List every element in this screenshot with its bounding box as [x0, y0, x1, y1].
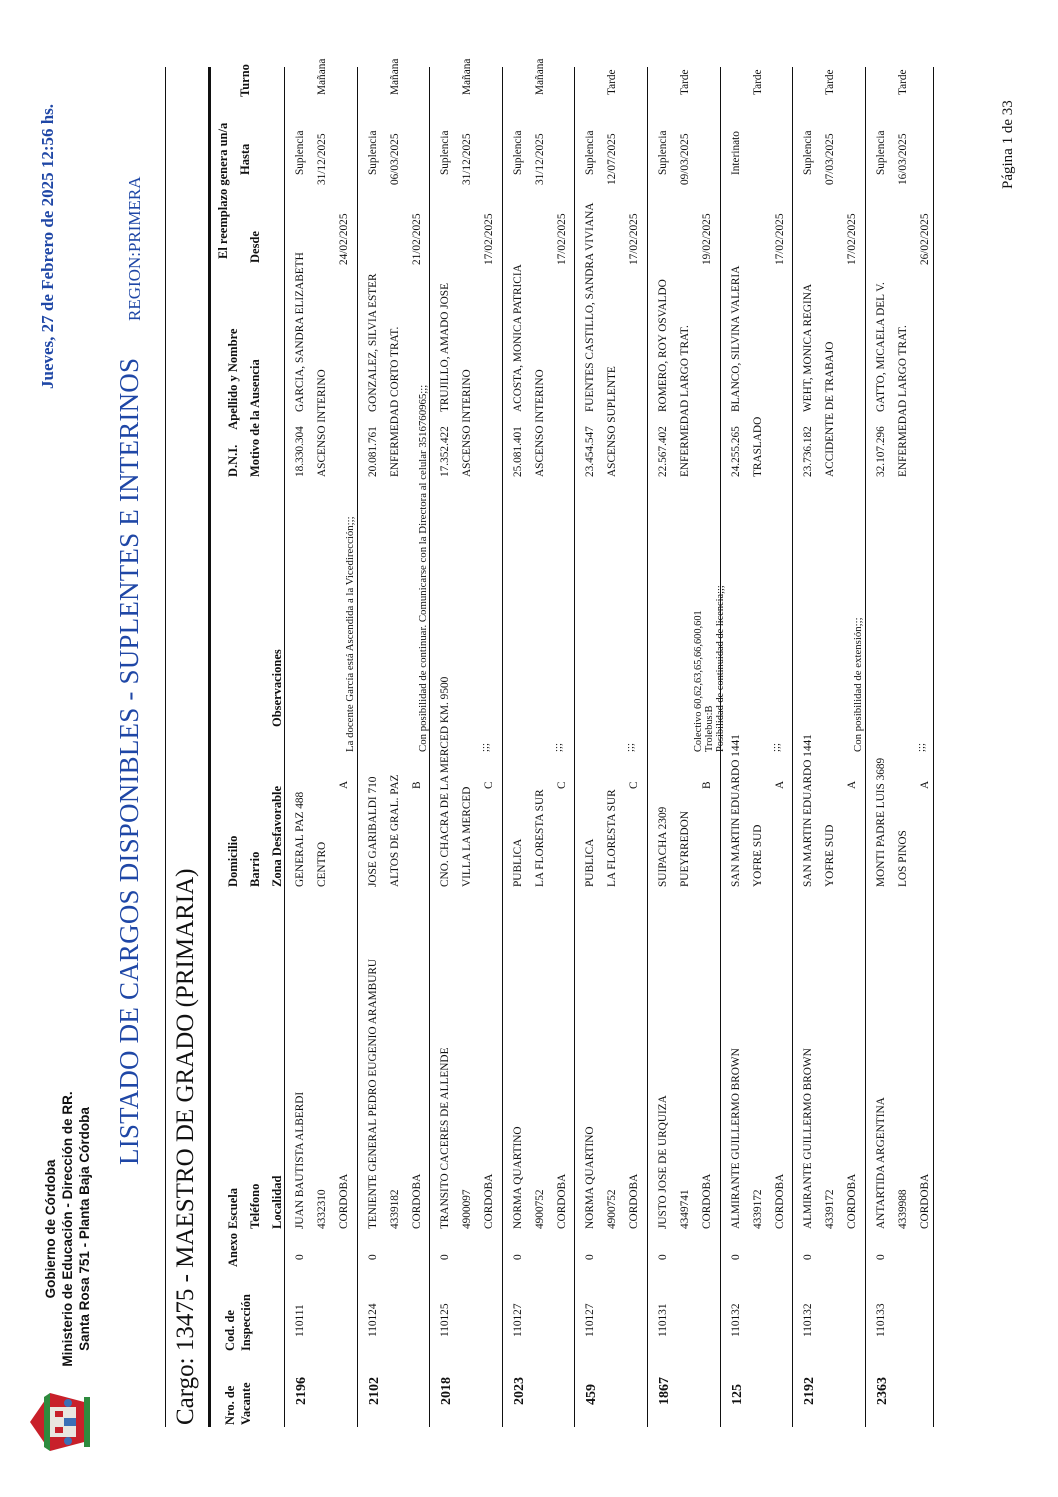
table-row	[800, 0, 873, 1497]
barrio: LA FLORESTA SUR	[606, 789, 619, 887]
observacion: Trolebus:B	[704, 705, 715, 752]
row-divider	[502, 67, 503, 1427]
dni: 18.330.304	[294, 426, 306, 477]
motivo-ausencia: ASCENSO INTERINO	[461, 369, 474, 477]
fecha-desde: 17/02/2025	[628, 213, 641, 265]
motivo-ausencia: ENFERMEDAD LARGO TRAT.	[679, 325, 691, 477]
tipo-reemplazo: Suplencia	[802, 130, 815, 175]
col-header-escuela: Escuela Teléfono Localidad	[226, 1175, 284, 1229]
zona-desfavorable: C	[483, 781, 496, 789]
table-row	[437, 0, 510, 1497]
table-row	[655, 0, 728, 1497]
fecha-desde: 17/02/2025	[846, 213, 859, 265]
escuela-phone: 4900752	[533, 1189, 546, 1229]
escuela-localidad: CORDOBA	[555, 1173, 568, 1229]
tipo-reemplazo: Suplencia	[511, 130, 524, 175]
table-row	[510, 0, 583, 1497]
region-label: REGION:PRIMERA	[125, 176, 144, 321]
col-header-reemplazo: El reemplazo genera un/a	[216, 122, 230, 259]
gov-line-1: Gobierno de Córdoba	[43, 1159, 58, 1299]
zona-desfavorable: A	[773, 780, 786, 789]
escuela-name: TENIENTE GENERAL PEDRO EUGENIO ARAMBURU	[366, 958, 379, 1229]
escuela-phone: 4349741	[679, 1189, 691, 1229]
turno: Tarde	[751, 69, 764, 95]
vacante-number: 2018	[439, 1377, 455, 1405]
cod-inspeccion: 110127	[511, 1303, 524, 1337]
escuela-phone: 4339988	[896, 1189, 909, 1229]
zona-desfavorable: C	[555, 781, 568, 789]
table-row	[292, 0, 365, 1497]
fecha-hasta: 12/07/2025	[606, 133, 619, 185]
row-divider	[647, 67, 648, 1427]
col-header-observaciones: Observaciones	[270, 649, 284, 727]
observacion: ;;;	[624, 743, 637, 752]
zona-desfavorable: B	[410, 781, 423, 789]
apellido-nombre: TRUJILLO, AMADO JOSE	[439, 283, 452, 412]
barrio: PUEYRREDON	[679, 811, 691, 887]
col-header-turno: Turno	[238, 64, 252, 97]
vacante-number: 459	[584, 1384, 600, 1405]
row-divider	[865, 67, 866, 1427]
observacion: ;;;	[769, 743, 782, 752]
col-header-persona: D.N.I. Apellido y Nombre Motivo de la Ausencia	[226, 328, 262, 477]
fecha-desde: 17/02/2025	[483, 213, 496, 265]
observacion: Colectivo 60,62,63,65,66,600,601	[693, 610, 704, 752]
dni: 17.352.422	[439, 426, 452, 477]
observacion: Posibilidad de continuidad de licencia;;;	[715, 585, 726, 752]
col-header-hasta: Hasta	[238, 143, 252, 175]
cod-inspeccion: 110132	[802, 1303, 815, 1337]
table-row	[873, 0, 946, 1497]
domicilio: PUBLICA	[584, 838, 597, 887]
col-header-domicilio: Domicilio Barrio Zona Desfavorable	[226, 785, 284, 887]
escuela-name: NORMA QUARTINO	[511, 1126, 524, 1229]
observacion: ;;;	[551, 743, 564, 752]
vacante-number: 2023	[511, 1377, 527, 1405]
apellido-nombre: GATTO, MICAELA DEL V.	[874, 282, 887, 412]
row-divider	[429, 67, 430, 1427]
row-divider	[284, 67, 285, 1427]
observacion: ;;;	[479, 743, 492, 752]
turno: Tarde	[679, 69, 691, 95]
divider-cargo	[208, 67, 211, 1427]
escuela-localidad: CORDOBA	[483, 1173, 496, 1229]
domicilio: JOSE GARIBALDI 710	[366, 776, 379, 887]
fecha-hasta: 16/03/2025	[896, 133, 909, 185]
escuela-localidad: CORDOBA	[338, 1173, 350, 1229]
cod-inspeccion: 110127	[584, 1303, 597, 1337]
fecha-hasta: 31/12/2025	[316, 133, 328, 185]
cod-inspeccion: 110111	[294, 1304, 306, 1337]
dni: 24.255.265	[729, 426, 742, 477]
escuela-localidad: CORDOBA	[846, 1173, 859, 1229]
turno: Tarde	[824, 69, 837, 95]
page-number: Página 1 de 33	[1000, 100, 1016, 189]
zona-desfavorable: A	[918, 780, 931, 789]
cod-inspeccion: 110124	[366, 1303, 379, 1337]
cod-inspeccion: 110131	[657, 1303, 669, 1337]
cargo-title: Cargo: 13475 - MAESTRO DE GRADO (PRIMARIA)	[172, 868, 199, 1425]
vacante-number: 2102	[366, 1377, 382, 1405]
apellido-nombre: GARCIA, SANDRA ELIZABETH	[294, 252, 306, 412]
fecha-desde: 17/02/2025	[773, 213, 786, 265]
vacante-number: 1867	[657, 1377, 672, 1405]
escuela-phone: 4339172	[824, 1189, 837, 1229]
barrio: ALTOS DE GRAL. PAZ	[388, 774, 401, 887]
apellido-nombre: ROMERO, ROY OSVALDO	[657, 279, 669, 412]
zona-desfavorable: C	[628, 781, 641, 789]
fecha-desde: 17/02/2025	[555, 213, 568, 265]
vacante-number: 2196	[294, 1377, 309, 1405]
escuela-name: ALMIRANTE GUILLERMO BROWN	[729, 1048, 742, 1229]
escuela-name: JUSTO JOSE DE URQUIZA	[657, 1095, 669, 1229]
barrio: YOFRE SUD	[751, 824, 764, 887]
vacante-number: 2192	[802, 1377, 818, 1405]
apellido-nombre: ACOSTA, MONICA PATRICIA	[511, 264, 524, 412]
fecha-desde: 26/02/2025	[918, 213, 931, 265]
anexo: 0	[294, 1254, 306, 1260]
escuela-name: ALMIRANTE GUILLERMO BROWN	[802, 1048, 815, 1229]
motivo-ausencia: ENFERMEDAD LARGO TRAT.	[896, 325, 909, 477]
turno: Mañana	[461, 58, 474, 95]
anexo: 0	[366, 1254, 379, 1260]
dni: 22.567.402	[657, 426, 669, 477]
escuela-localidad: CORDOBA	[773, 1173, 786, 1229]
escuela-localidad: CORDOBA	[410, 1173, 423, 1229]
row-divider	[720, 67, 721, 1427]
barrio: CENTRO	[316, 841, 328, 887]
escuela-name: TRANSITO CACERES DE ALLENDE	[439, 1047, 452, 1229]
anexo: 0	[802, 1254, 815, 1260]
escuela-phone: 4900097	[461, 1189, 474, 1229]
vacante-number: 2363	[874, 1377, 890, 1405]
fecha-hasta: 09/03/2025	[679, 133, 691, 185]
domicilio: GENERAL PAZ 488	[294, 791, 306, 887]
escuela-name: JUAN BAUTISTA ALBERDI	[294, 1091, 306, 1229]
observacion: La docente García está Ascendida a la Vicedirección;;;	[344, 516, 356, 752]
turno: Tarde	[606, 69, 619, 95]
apellido-nombre: BLANCO, SILVINA VALERIA	[729, 265, 742, 412]
report-date: Jueves, 27 de Febrero de 2025 12:56 hs.	[38, 103, 57, 389]
table-row	[582, 0, 655, 1497]
barrio: LA FLORESTA SUR	[533, 789, 546, 887]
domicilio: CNO. CHACRA DE LA MERCED KM. 9500	[439, 676, 452, 887]
motivo-ausencia: TRASLADO	[751, 416, 764, 477]
escuela-phone: 4332310	[316, 1189, 328, 1229]
fecha-hasta: 31/12/2025	[533, 133, 546, 185]
cod-inspeccion: 110133	[874, 1303, 887, 1337]
barrio: VILLA LA MERCED	[461, 786, 474, 887]
escuela-name: ANTARTIDA ARGENTINA	[874, 1097, 887, 1229]
cod-inspeccion: 110125	[439, 1303, 452, 1337]
row-divider	[357, 67, 358, 1427]
zona-desfavorable: B	[701, 781, 713, 789]
motivo-ausencia: ASCENSO INTERINO	[316, 369, 328, 477]
observacion: ;;;	[914, 743, 927, 752]
table-row	[728, 0, 801, 1497]
row-divider-bottom	[933, 67, 934, 1427]
barrio: YOFRE SUD	[824, 824, 837, 887]
escuela-name: NORMA QUARTINO	[584, 1126, 597, 1229]
anexo: 0	[439, 1254, 452, 1260]
zona-desfavorable: A	[846, 780, 859, 789]
motivo-ausencia: ACCIDENTE DE TRABAJO	[824, 341, 837, 477]
domicilio: SAN MARTIN EDUARDO 1441	[729, 734, 742, 887]
fecha-hasta: 07/03/2025	[824, 133, 837, 185]
vacante-number: 125	[729, 1384, 745, 1405]
motivo-ausencia: ENFERMEDAD CORTO TRAT.	[388, 326, 401, 477]
dni: 25.081.401	[511, 426, 524, 477]
fecha-hasta: 31/12/2025	[461, 133, 474, 185]
escuela-localidad: CORDOBA	[918, 1173, 931, 1229]
gov-line-2: Ministerio de Educación - Dirección de RR.	[60, 1091, 75, 1367]
row-divider	[792, 67, 793, 1427]
tipo-reemplazo: Suplencia	[657, 130, 669, 175]
domicilio: PUBLICA	[511, 838, 524, 887]
turno: Mañana	[388, 58, 401, 95]
dni: 23.736.182	[802, 426, 815, 477]
gov-line-3: Santa Rosa 751 - Planta Baja Córdoba	[77, 1107, 92, 1351]
divider-top	[165, 67, 166, 1427]
dni: 23.454.547	[584, 426, 597, 477]
tipo-reemplazo: Suplencia	[294, 130, 306, 175]
col-header-vacante: Nro. de Vacante	[223, 1382, 253, 1425]
zona-desfavorable: A	[338, 780, 350, 789]
anexo: 0	[874, 1254, 887, 1260]
domicilio: SUIPACHA 2309	[657, 806, 669, 887]
tipo-reemplazo: Suplencia	[366, 130, 379, 175]
domicilio: MONTI PADRE LUIS 3689	[874, 757, 887, 887]
anexo: 0	[584, 1254, 597, 1260]
domicilio: SAN MARTIN EDUARDO 1441	[802, 734, 815, 887]
turno: Mañana	[316, 58, 328, 95]
escuela-localidad: CORDOBA	[701, 1173, 713, 1229]
apellido-nombre: FUENTES CASTILLO, SANDRA VIVIANA	[584, 202, 597, 412]
motivo-ausencia: ASCENSO SUPLENTE	[606, 366, 619, 477]
observacion: Con posibilidad de continuar. Comunicarse con la Directora al celular 3516760965;;;	[416, 384, 429, 752]
apellido-nombre: WEHT, MONICA REGINA	[802, 283, 815, 412]
anexo: 0	[657, 1254, 669, 1260]
cod-inspeccion: 110132	[729, 1303, 742, 1337]
escuela-phone: 4900752	[606, 1189, 619, 1229]
tipo-reemplazo: Suplencia	[439, 130, 452, 175]
row-divider	[574, 67, 575, 1427]
fecha-hasta: 06/03/2025	[388, 133, 401, 185]
government-header	[42, 1069, 93, 1389]
cordoba-crest-logo	[28, 1389, 94, 1455]
dni: 32.107.296	[874, 426, 887, 477]
tipo-reemplazo: Suplencia	[584, 130, 597, 175]
dni: 20.081.761	[366, 426, 379, 477]
escuela-localidad: CORDOBA	[628, 1173, 641, 1229]
turno: Mañana	[533, 58, 546, 95]
col-header-anexo: Anexo	[226, 1232, 240, 1267]
fecha-desde: 19/02/2025	[701, 213, 713, 265]
escuela-phone: 4339172	[751, 1189, 764, 1229]
escuela-phone: 4339182	[388, 1189, 401, 1229]
tipo-reemplazo: Interinato	[729, 131, 742, 175]
report-title: LISTADO DE CARGOS DISPONIBLES - SUPLENTES E INTERINOS	[114, 357, 144, 1165]
apellido-nombre: GONZALEZ, SILVIA ESTER	[366, 273, 379, 412]
anexo: 0	[729, 1254, 742, 1260]
barrio: LOS PINOS	[896, 830, 909, 887]
col-header-desde: Desde	[248, 231, 262, 263]
tipo-reemplazo: Suplencia	[874, 130, 887, 175]
motivo-ausencia: ASCENSO INTERINO	[533, 369, 546, 477]
col-header-inspeccion: Cod. de Inspección	[223, 1294, 253, 1351]
observacion: Con posibilidad de extensión;;;	[852, 617, 865, 752]
table-row	[365, 0, 438, 1497]
turno: Tarde	[896, 69, 909, 95]
fecha-desde: 24/02/2025	[338, 213, 350, 265]
fecha-desde: 21/02/2025	[410, 213, 423, 265]
anexo: 0	[511, 1254, 524, 1260]
